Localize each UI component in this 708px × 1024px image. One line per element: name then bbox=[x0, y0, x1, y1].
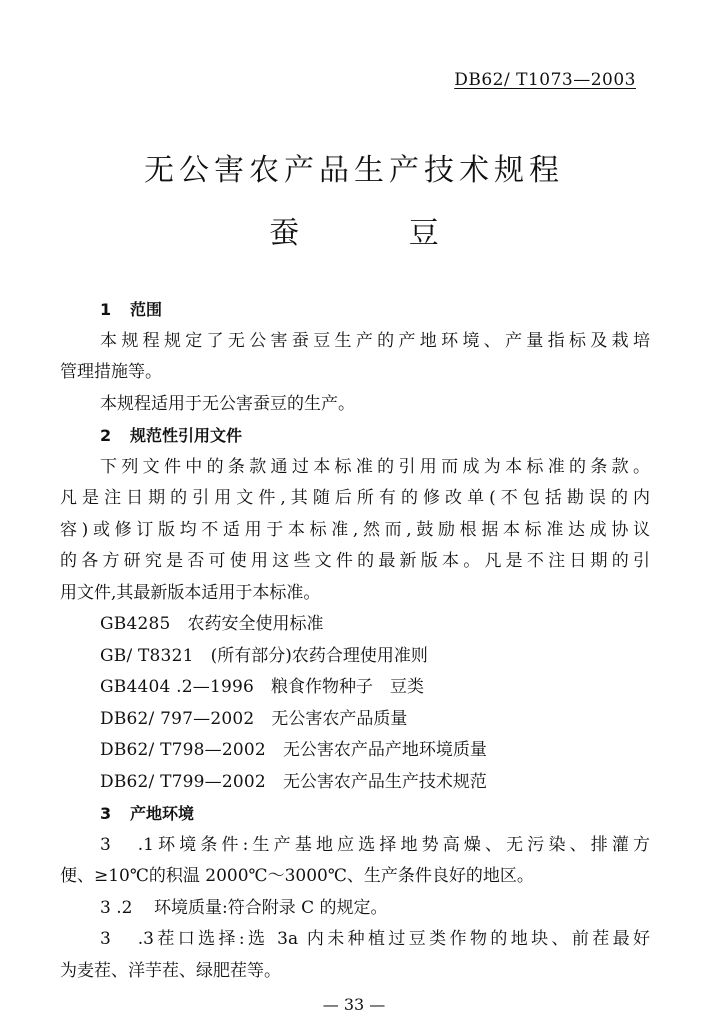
standard-code: DB62/ T1073—2003 bbox=[454, 70, 636, 90]
section-title: 范围 bbox=[130, 300, 163, 319]
subsection-text: 茬口选择:选 3a 内未种植过豆类作物的地块、前茬最好 bbox=[154, 929, 650, 949]
paragraph-line: 本规程规定了无公害蚕豆生产的产地环境、产量指标及栽培 bbox=[100, 330, 650, 351]
paragraph-line: 管理措施等。 bbox=[60, 362, 162, 382]
subsection-line bbox=[60, 924, 650, 956]
section-3-heading bbox=[60, 798, 650, 830]
paragraph-line: 的各方研究是否可使用这些文件的最新版本。凡是不注日期的引 bbox=[60, 551, 650, 571]
subsection-number: 3 .2 bbox=[100, 897, 133, 918]
paragraph-line: 容)或修订版均不适用于本标准,然而,鼓励根据本标准达成协议 bbox=[60, 519, 650, 540]
section-title: 产地环境 bbox=[130, 804, 195, 823]
subsection-line bbox=[60, 893, 650, 925]
paragraph-line: 便、≥10℃的积温 2000℃～3000℃、生产条件良好的地区。 bbox=[60, 866, 534, 886]
section-2-heading bbox=[60, 420, 650, 452]
document-title: 无公害农产品生产技术规程 bbox=[144, 153, 564, 188]
paragraph-line: 凡是注日期的引用文件,其随后所有的修改单(不包括勘误的内 bbox=[60, 488, 650, 508]
reference-item bbox=[60, 672, 650, 704]
subsection-text: 环境条件:生产基地应选择地势高燥、无污染、排灌方 bbox=[154, 834, 650, 855]
reference-code: DB62/ T798—2002 bbox=[100, 740, 266, 760]
paragraph-line: 下列文件中的条款通过本标准的引用而成为本标准的条款。 bbox=[100, 456, 650, 477]
paragraph-line: 用文件,其最新版本适用于本标准。 bbox=[60, 582, 321, 603]
reference-item bbox=[60, 609, 650, 641]
section-number: 3 bbox=[100, 804, 112, 823]
page-number: — 33 — bbox=[322, 995, 386, 1014]
reference-title: 无公害农产品质量 bbox=[271, 708, 408, 729]
subsection-text: 环境质量:符合附录 C 的规定。 bbox=[154, 897, 388, 918]
section-number: 1 bbox=[100, 300, 112, 319]
reference-title: 无公害农产品产地环境质量 bbox=[282, 740, 487, 760]
reference-code: DB62/ T799—2002 bbox=[100, 771, 266, 792]
subsection-number: 3 .1 bbox=[100, 834, 154, 855]
paragraph-line: 为麦茬、洋芋茬、绿肥茬等。 bbox=[60, 960, 281, 981]
reference-code: DB62/ 797—2002 bbox=[100, 708, 255, 729]
subsection-line bbox=[60, 830, 650, 862]
document-body bbox=[60, 294, 650, 987]
paragraph-line: 本规程适用于无公害蚕豆的生产。 bbox=[100, 393, 355, 414]
section-title: 规范性引用文件 bbox=[130, 426, 243, 445]
section-number: 2 bbox=[100, 426, 112, 445]
reference-code: GB4404 .2—1996 bbox=[100, 677, 255, 697]
subsection-number: 3 .3 bbox=[100, 929, 154, 949]
reference-title: 粮食作物种子 豆类 bbox=[271, 677, 425, 697]
reference-title: 农药安全使用标准 bbox=[187, 614, 324, 634]
reference-item bbox=[60, 641, 650, 673]
reference-title: (所有部分)农药合理使用准则 bbox=[210, 645, 428, 666]
reference-item bbox=[60, 704, 650, 736]
reference-item bbox=[60, 767, 650, 799]
reference-item bbox=[60, 735, 650, 767]
reference-title: 无公害农产品生产技术规范 bbox=[282, 771, 487, 792]
reference-code: GB/ T8321 bbox=[100, 645, 194, 666]
section-1-heading bbox=[60, 294, 650, 326]
document-subtitle: 蚕 豆 bbox=[269, 216, 489, 251]
reference-code: GB4285 bbox=[100, 614, 171, 634]
